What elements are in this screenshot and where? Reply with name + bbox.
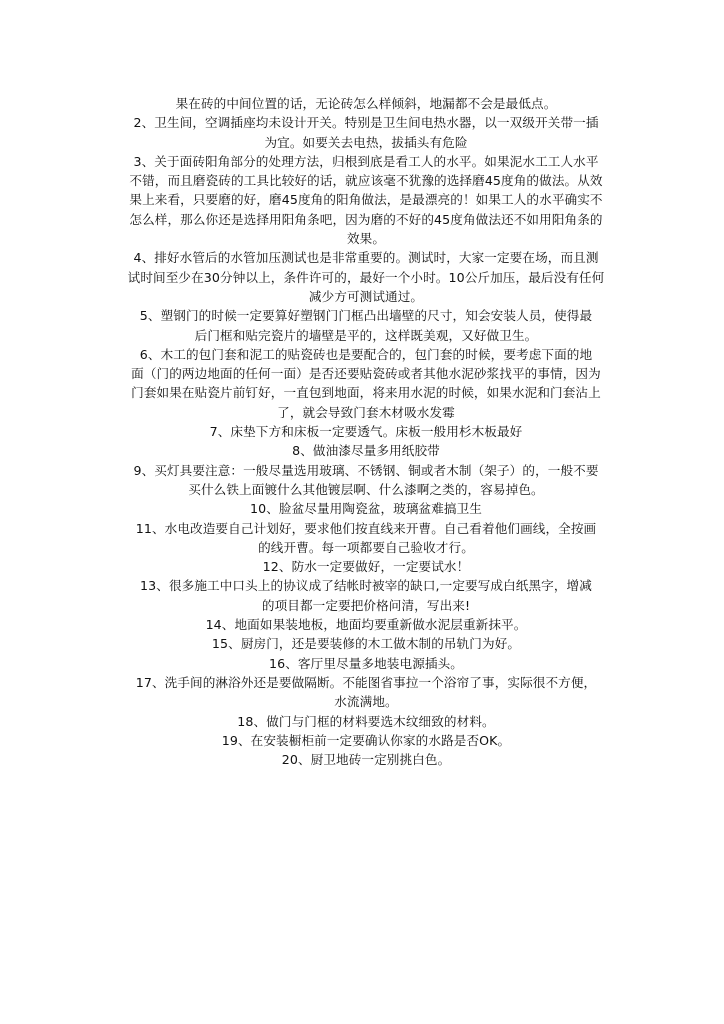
text-line: 20、厨卫地砖一定别挑白色。 [281,752,451,768]
text-line: 10、脸盆尽量用陶瓷盆，玻璃盆难搞卫生 [249,501,483,517]
text-line: 面（门的两边地面的任何一面）是否还要贴瓷砖或者其他水泥砂浆找平的事情，因为 [131,366,601,382]
text-line: 了，就会导致门套木材吸水发霉 [277,404,455,420]
text-line: 效果。 [346,231,386,247]
text-line: 后门框和贴完瓷片的墙壁是平的，这样既美观，又好做卫生。 [194,327,538,343]
text-line: 减少方可测试通过。 [308,288,424,304]
text-line: 7、床垫下方和床板一定要透气。床板一般用杉木板最好 [209,424,523,440]
text-line: 果在砖的中间位置的话，无论砖怎么样倾斜，地漏都不会是最低点。 [175,96,557,111]
text-line: 11、水电改造要自己计划好，要求他们按直线来开曹。自己看着他们画线，全按画 [135,520,597,536]
text-line: 果上来看，只要磨的好，磨45度角的阳角做法，是最漂亮的！如果工人的水平确实不 [129,192,603,208]
text-line: 为宜。如要关去电热，拔插头有危险 [264,134,468,150]
text-line: 3、关于面砖阳角部分的处理方法，归根到底是看工人的水平。如果泥水工工人水平 [133,153,599,169]
text-line: 的线开曹。每一项都要自己验收才行。 [258,539,474,555]
text-line: 买什么铁上面镀什么其他镀层啊、什么漆啊之类的，容易掉色。 [188,481,544,497]
text-line: 9、买灯具要注意：一般尽量选用玻璃、不锈钢、铜或者木制（架子）的，一般不要 [133,462,599,478]
text-line: 18、做门与门框的材料要选木纹细致的材料。 [237,713,495,729]
text-line: 试时间至少在30分钟以上，条件许可的，最好一个小时。10公斤加压，最后没有任何 [127,269,605,285]
text-line: 水流满地。 [334,694,398,710]
text-line: 怎么样，那么你还是选择用阳角条吧，因为磨的不好的45度角做法还不如用阳角条的 [129,211,603,227]
document-body [112,94,620,769]
text-line: 8、做油漆尽量多用纸胶带 [292,443,440,459]
text-line: 5、塑钢门的时候一定要算好塑钢门门框凸出墙壁的尺寸，知会安装人员，使得最 [139,308,593,324]
text-line: 6、木工的包门套和泥工的贴瓷砖也是要配合的，包门套的时候，要考虑下面的地 [139,346,593,362]
text-line: 14、地面如果装地板，地面均要重新做水泥层重新抹平。 [205,617,527,633]
text-line: 15、厨房门，还是要装修的木工做木制的吊轨门为好。 [211,636,521,652]
text-line: 13、很多施工中口头上的协议成了结帐时被宰的缺口,一定要写成白纸黑字，增减 [140,578,592,594]
text-line: 19、在安装橱柜前一定要确认你家的水路是否OK。 [221,732,511,748]
text-line: 2、卫生间，空调插座均未设计开关。特别是卫生间电热水器，以一双级开关带一插 [133,115,599,131]
text-line: 12、防水一定要做好，一定要试水！ [262,559,470,575]
text-line: 门套如果在贴瓷片前钉好，一直包到地面，将来用水泥的时候，如果水泥和门套沾上 [131,385,601,401]
text-line: 的项目都一定要把价格问清，写出来! [261,597,471,613]
text-line: 不错，而且磨瓷砖的工具比较好的话，就应该毫不犹豫的选择磨45度角的做法。从效 [129,173,603,189]
text-line: 16、客厅里尽量多地装电源插头。 [269,655,463,671]
text-line: 4、排好水管后的水管加压测试也是非常重要的。测试时，大家一定要在场，而且测 [133,250,599,266]
text-line: 17、洗手间的淋浴外还是要做隔断。不能图省事拉一个浴帘了事，实际很不方便， [135,674,597,690]
